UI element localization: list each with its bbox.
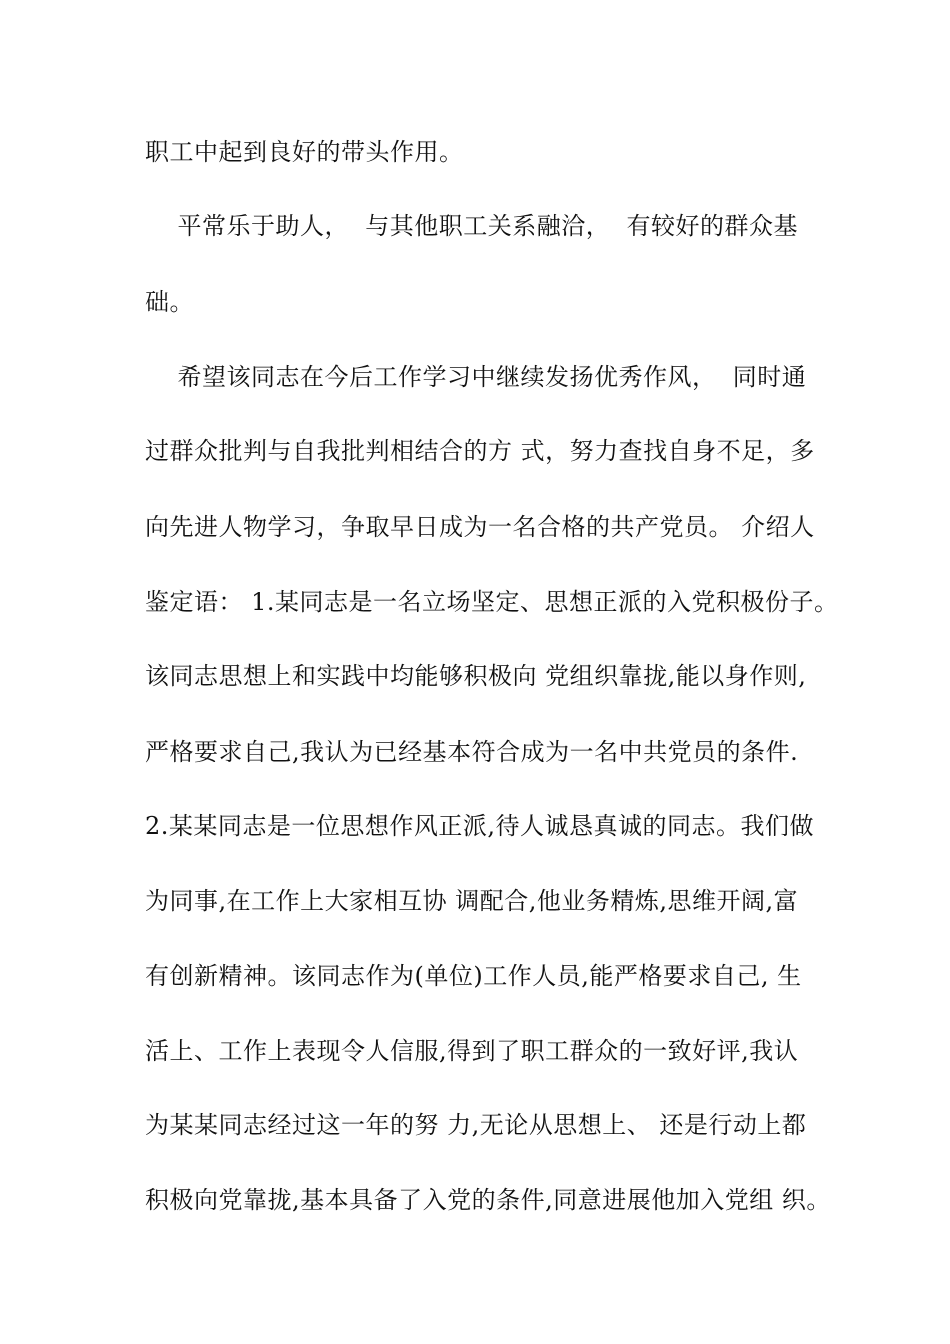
text-line: 平常乐于助人， 与其他职工关系融洽， 有较好的群众基 [145,212,799,240]
text-line: 活上、工作上表现令人信服,得到了职工群众的一致好评,我认 [145,1037,799,1065]
text-line: 础。 [145,288,194,316]
text-line: 过群众批判与自我批判相结合的方 式，努力查找自身不足，多 [145,437,815,465]
text-line: 为同事,在工作上大家相互协 调配合,他业务精炼,思维开阔,富 [145,887,799,915]
text-line: 积极向党靠拢,基本具备了入党的条件,同意进展他加入党组 织。 [145,1186,831,1214]
text-line: 向先进人物学习，争取早日成为一名合格的共产党员。 介绍人 [145,513,815,541]
text-line: 2.某某同志是一位思想作风正派,待人诚恳真诚的同志。我们做 [145,812,815,840]
text-line: 职工中起到良好的带头作用。 [145,138,464,166]
text-line: 严格要求自己,我认为已经基本符合成为一名中共党员的条件. [145,738,799,766]
text-line: 为某某同志经过这一年的努 力,无论从思想上、 还是行动上都 [145,1111,807,1139]
text-line: 该同志思想上和实践中均能够积极向 党组织靠拢,能以身作则, [145,662,807,690]
text-line: 鉴定语： 1.某同志是一名立场坚定、思想正派的入党积极份子。 [145,588,839,616]
text-line: 有创新精神。该同志作为(单位)工作人员,能严格要求自己, 生 [145,962,802,990]
text-line: 希望该同志在今后工作学习中继续发扬优秀作风， 同时通 [145,363,807,391]
